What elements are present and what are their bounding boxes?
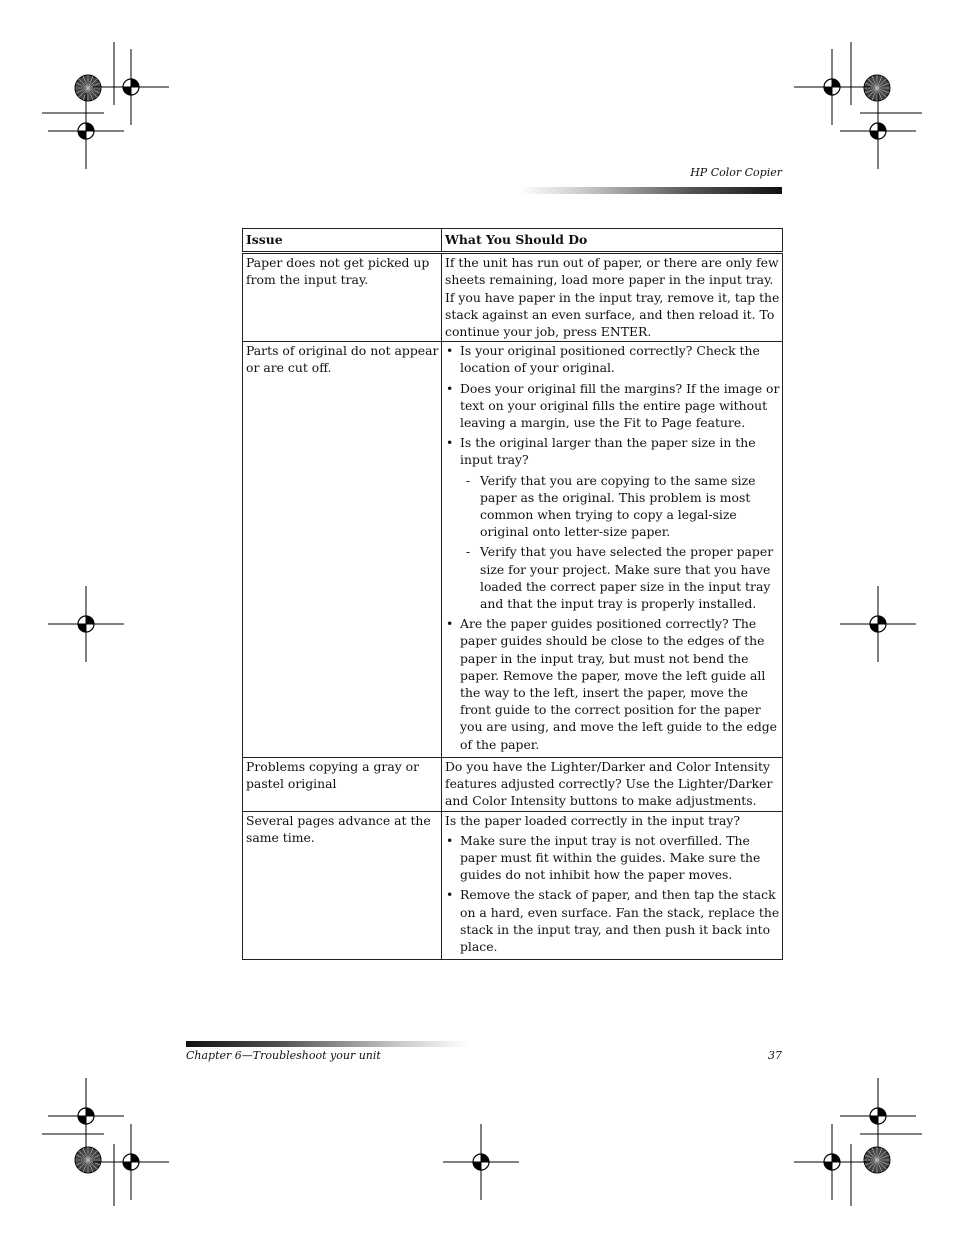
sub-bullet-list bbox=[460, 472, 780, 613]
table-row bbox=[243, 757, 783, 811]
page-number: 37 bbox=[768, 1049, 782, 1062]
issue-cell: Problems copying a gray or pastel original bbox=[243, 757, 442, 811]
action-cell bbox=[442, 811, 783, 960]
action-lead-text: Is the paper loaded correctly in the input tray? bbox=[445, 812, 741, 828]
bullet-list bbox=[445, 342, 780, 753]
column-header-action: What You Should Do bbox=[442, 229, 783, 253]
sub-list-item: - Verify that you are copying to the same size paper as the original. This problem is most common when trying to copy a legal-size original onto letter-size paper. bbox=[460, 472, 780, 541]
column-header-issue: Issue bbox=[243, 229, 442, 253]
list-item: • Remove the stack of paper, and then tap the stack on a hard, even surface. Fan the stack, replace the stack in the input tray, and then push it back into place. bbox=[445, 886, 780, 955]
list-item: • Does your original fill the margins? If the image or text on your original fills the entire page without leaving a margin, use the Fit to Page feature. bbox=[445, 380, 780, 432]
running-head-title: HP Color Copier bbox=[690, 166, 782, 179]
table-row bbox=[243, 811, 783, 960]
list-item: • Are the paper guides positioned correctly? The paper guides should be close to the edges of the paper in the input tray, but must not bend the paper. Remove the paper, move the left guide all the way to the left, insert the paper, move the front guide to the correct position for the paper you are using, and move the left guide to the edge of the paper. bbox=[445, 615, 780, 753]
footer-gradient-bar bbox=[186, 1041, 468, 1047]
issue-cell: Several pages advance at the same time. bbox=[243, 811, 442, 960]
action-cell bbox=[442, 342, 783, 758]
issue-cell: Parts of original do not appear or are cut off. bbox=[243, 342, 442, 758]
table-header-row bbox=[243, 229, 783, 253]
action-cell: Do you have the Lighter/Darker and Color Intensity features adjusted correctly? Use the Lighter/Darker and Color Intensity buttons to make adjustments. bbox=[442, 757, 783, 811]
list-item: • Is your original positioned correctly? Check the location of your original. bbox=[445, 342, 780, 376]
list-item: • Make sure the input tray is not overfilled. The paper must fit within the guides. Make sure the guides do not inhibit how the paper moves. bbox=[445, 832, 780, 884]
action-cell: If the unit has run out of paper, or there are only few sheets remaining, load more paper in the input tray. If you have paper in the input tray, remove it, tap the stack against an even surface, and then reload it. To continue your job, press ENTER. bbox=[442, 253, 783, 342]
list-item-text: Is the original larger than the paper size in the input tray? bbox=[460, 435, 756, 468]
table-row bbox=[243, 342, 783, 758]
header-gradient-bar bbox=[520, 187, 782, 194]
bullet-list bbox=[445, 832, 780, 955]
footer-chapter-title: Chapter 6—Troubleshoot your unit bbox=[186, 1049, 381, 1062]
issue-cell: Paper does not get picked up from the input tray. bbox=[243, 253, 442, 342]
troubleshooting-table bbox=[242, 228, 783, 960]
table-row bbox=[243, 253, 783, 342]
list-item bbox=[445, 434, 780, 612]
sub-list-item: - Verify that you have selected the proper paper size for your project. Make sure that you have loaded the correct paper size in the input tray and that the input tray is properly installed. bbox=[460, 543, 780, 612]
